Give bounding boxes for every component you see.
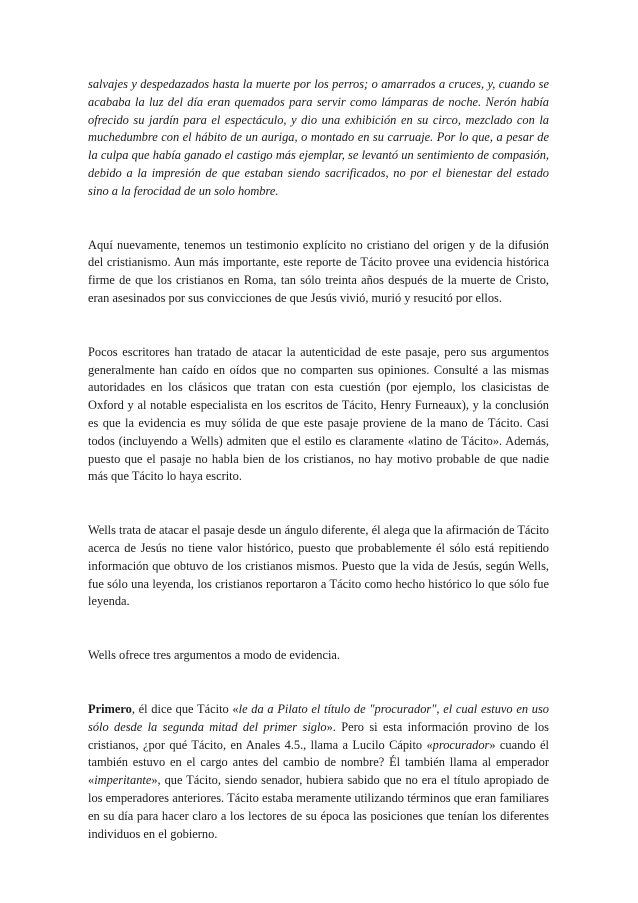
first-argument-text-4: », que Tácito, siendo senador, hubiera sabido que no era el título apropiado de los emperadores anteriores. Tácito estaba meramente utilizando términos que eran familiares en su día para hacer claro a los lectores de su época las posiciones que tenían los diferentes individuos en el gobierno.	[88, 773, 549, 841]
imperitante-term: imperitante	[94, 773, 152, 788]
first-argument-lead: Primero	[88, 701, 132, 716]
paragraph-spacer	[88, 665, 549, 701]
paragraph-spacer	[88, 611, 549, 647]
first-argument-text-2: ». Pero si esta información provino de los cristianos, ¿por qué Tácito, en Anales 4.5., llama a Lucilo Cápito «	[88, 719, 549, 752]
paragraph-spacer	[88, 201, 549, 237]
paragraph-spacer	[88, 308, 549, 344]
first-argument-text-1: , él dice que Tácito «	[131, 701, 239, 716]
first-argument-paragraph	[88, 701, 549, 843]
authenticity-paragraph: Pocos escritores han tratado de atacar la autenticidad de este pasaje, pero sus argumentos generalmente han caído en oídos que no comparten sus opiniones. Consulté a las mismas autoridades en los clásicos que tratan con esta cuestión (por ejemplo, los clasicistas de Oxford y al notable especialista en los escritos de Tácito, Henry Furneaux), y la conclusión es que la evidencia es muy sólida de que este pasaje proviene de la mano de Tácito. Casi todos (incluyendo a Wells) admiten que el estilo es claramente «latino de Tácito». Además, puesto que el pasaje no habla bien de los cristianos, no hay motivo probable de que nadie más que Tácito lo haya escrito.	[88, 344, 549, 484]
document-page	[88, 76, 549, 843]
testimony-paragraph: Aquí nuevamente, tenemos un testimonio explícito no cristiano del origen y de la difusión del cristianismo. Aun más importante, este reporte de Tácito provee una evidencia histórica firme de que los cristianos en Roma, tan sólo treinta años después de la muerte de Cristo, eran asesinados por sus convicciones de que Jesús vivió, murió y resucitó por ellos.	[88, 237, 549, 305]
paragraph-spacer	[88, 486, 549, 522]
tacitus-quote-paragraph: salvajes y despedazados hasta la muerte por los perros; o amarrados a cruces, y, cuando se acababa la luz del día eran quemados para servir como lámparas de noche. Nerón había ofrecido su jardín para el espectáculo, y dio una exhibición en su circo, mezclado con la muchedumbre con el hábito de un auriga, o montado en su carruaje. Por lo que, a pesar de la culpa que había ganado el castigo más ejemplar, se levantó un sentimiento de compasión, debido a la impresión de que estaban siendo sacrificados, no por el bienestar del estado sino a la ferocidad de un solo hombre.	[88, 77, 549, 198]
wells-argument-paragraph: Wells trata de atacar el pasaje desde un ángulo diferente, él alega que la afirmación de Tácito acerca de Jesús no tiene valor histórico, puesto que probablemente él sólo está repitiendo información que obtuvo de los cristianos mismos. Puesto que la vida de Jesús, según Wells, fue sólo una leyenda, los cristianos reportaron a Tácito como hecho histórico lo que sólo fue leyenda.	[88, 523, 549, 609]
first-argument-text-3: » cuando él también estuvo en el cargo antes del cambio de nombre? Él también llama al emperador «	[88, 737, 549, 788]
procurator-quote: le da a Pilato el título de "procurador", el cual estuvo en uso sólo desde la segunda mitad del primer siglo	[88, 701, 549, 734]
procurador-term: procurador	[432, 737, 490, 752]
wells-evidence-paragraph: Wells ofrece tres argumentos a modo de evidencia.	[88, 648, 340, 663]
